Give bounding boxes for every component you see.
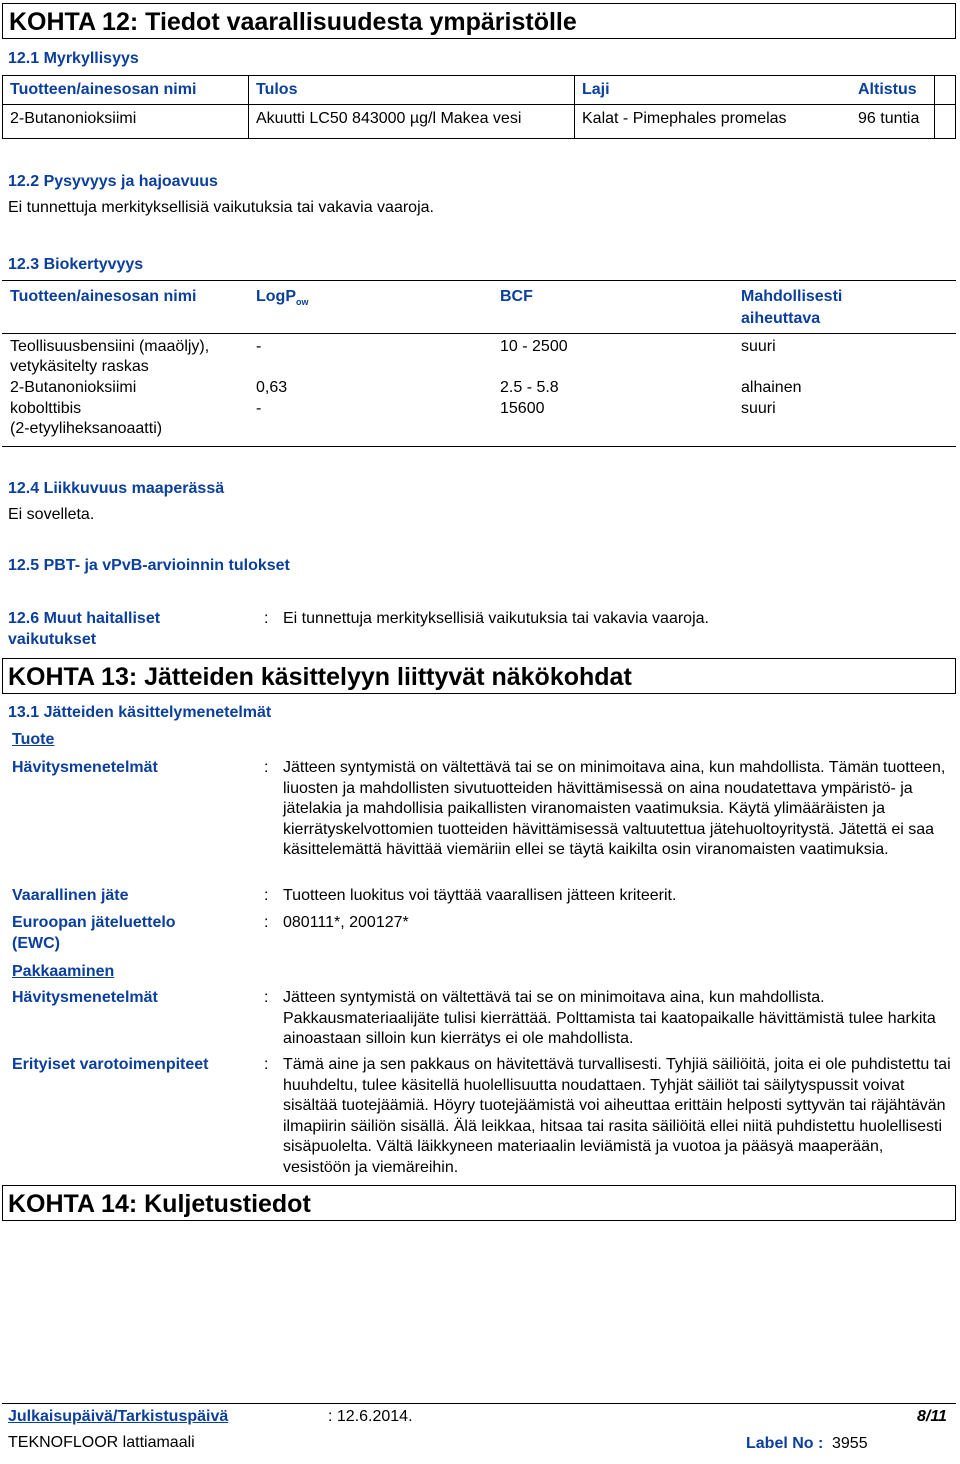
toxicity-cell-name: 2-Butanonioksiimi [10, 110, 137, 127]
packaging-label: Pakkaaminen [12, 963, 115, 980]
bio-table-top-border [2, 280, 956, 281]
bio-row-potential: alhainen [741, 379, 802, 396]
toxicity-header-name: Tuotteen/ainesosan nimi [10, 81, 197, 98]
bio-row-logp: 0,63 [256, 379, 288, 396]
packaging-disposal-label: Hävitysmenetelmät [12, 989, 158, 1006]
other-effects-text: Ei tunnettuja merkityksellisiä vaikutuksia tai vakavia vaaroja. [283, 610, 709, 627]
bio-row-potential: suuri [741, 400, 776, 417]
special-precautions-colon: : [264, 1056, 269, 1073]
bio-table-header-border [2, 333, 956, 334]
ewc-codes: 080111*, 200127* [283, 914, 409, 931]
toxicity-header-species: Laji [582, 81, 610, 98]
section-13-title: KOHTA 13: Jätteiden käsittelyyn liittyvät näkökohdat [8, 663, 632, 691]
persistence-text: Ei tunnettuja merkityksellisiä vaikutuksia tai vakavia vaaroja. [8, 199, 434, 216]
toxicity-table-col-divider [574, 75, 575, 139]
toxicity-table-top-border [2, 75, 956, 76]
bio-header-potential: aiheuttava [741, 310, 821, 327]
footer-date-label: Julkaisupäivä/Tarkistuspäivä [8, 1408, 229, 1425]
footer-page-number: 8/11 [917, 1408, 947, 1425]
packaging-disposal-colon: : [264, 989, 269, 1006]
bio-row-name: (2-etyyliheksanoaatti) [10, 420, 163, 437]
toxicity-table-right-border [955, 75, 956, 139]
disposal-text: Jätteen syntymistä on vältettävä tai se on minimoitava aina, kun mahdollista. Tämän tuotteen, liuosten ja mahdollisten sivutuotteiden hävittämisessä on aina noudatettava ympäristö- ja jätelakia ja mahdollisia paikallisten viranomaisten vaatimuksia. Käytä ylimääräisten ja kierrätyskelvottomien tuotteiden hävittämisessä valtuutettua jätehuoltoyritystä. Jätettä ei saa käsittelemättä hävittää viemäriin ellei se täytä kaikilta osin viranomaisten vaatimuksia. [283, 759, 946, 858]
toxicity-table-col-divider [248, 75, 249, 139]
toxicity-header-exposure: Altistus [858, 81, 917, 98]
other-effects-heading: 12.6 Muut haitalliset [8, 610, 161, 627]
hazardous-waste-label: Vaarallinen jäte [12, 887, 129, 904]
bio-header-name: Tuotteen/ainesosan nimi [10, 288, 197, 305]
bio-row-name: kobolttibis [10, 400, 82, 417]
pbt-heading: 12.5 PBT- ja vPvB-arvioinnin tulokset [8, 557, 290, 574]
section-14-title: KOHTA 14: Kuljetustiedot [8, 1190, 311, 1218]
disposal-colon: : [264, 759, 269, 776]
toxicity-table-left-border [2, 75, 3, 139]
bio-row-bcf: 15600 [500, 400, 545, 417]
bio-row-logp: - [256, 400, 262, 417]
section-12-title: KOHTA 12: Tiedot vaarallisuudesta ympäristölle [9, 8, 577, 36]
product-label: Tuote [12, 731, 55, 748]
bio-header-potential: Mahdollisesti [741, 288, 843, 305]
toxicity-header-result: Tulos [256, 81, 298, 98]
toxicity-heading: 12.1 Myrkyllisyys [8, 50, 139, 67]
special-precautions-text: Tämä aine ja sen pakkaus on hävitettävä turvallisesti. Tyhjiä säiliöitä, joita ei ole puhdistettu tai huuhdeltu, tulee käsitellä huolellisuutta noudattaen. Tyhjät säiliöt tai säilytyspussit voivat sisältää tuotejäämiä. Höyry tuotejäämistä voi aiheuttaa erittäin helposti syttyvän tai räjähtävän ilmapiirin säiliön sisällä. Älä leikkaa, hitsaa tai rasita säiliöitä ellei niitä puhdistettu huolellisesti sisäpuolelta. Vältä läikkyneen materiaalin leviämistä ja vuotoa ja pääsyä maaperään, vesistöön ja viemäreihin. [283, 1056, 951, 1176]
hazardous-waste-colon: : [264, 887, 269, 904]
footer-label-no-label: Label No : [746, 1435, 824, 1452]
toxicity-table-bottom-border [2, 138, 956, 139]
toxicity-cell-species: Kalat - Pimephales promelas [582, 110, 787, 127]
hazardous-waste-text: Tuotteen luokitus voi täyttää vaarallisen jätteen kriteerit. [283, 887, 677, 904]
packaging-disposal-text: Jätteen syntymistä on vältettävä tai se on minimoitava aina, kun mahdollista. Pakkausmateriaalijäte tulisi kierrättää. Polttamista tai kaatopaikalle hävittämistä tulee harkita ainoastaan silloin kun kierrätys ei ole mahdollista. [283, 989, 936, 1047]
other-effects-heading: vaikutukset [8, 631, 97, 648]
mobility-text: Ei sovelleta. [8, 506, 95, 523]
waste-methods-heading: 13.1 Jätteiden käsittelymenetelmät [8, 704, 272, 721]
footer-product-name: TEKNOFLOOR lattiamaali [8, 1434, 195, 1451]
special-precautions-label: Erityiset varotoimenpiteet [12, 1056, 209, 1073]
footer-divider [2, 1403, 956, 1404]
bioaccumulation-heading: 12.3 Biokertyvyys [8, 256, 144, 273]
bio-row-logp: - [256, 338, 262, 355]
toxicity-cell-result: Akuutti LC50 843000 µg/l Makea vesi [256, 110, 522, 127]
bio-header-logp: LogP$_{ow}$ [256, 288, 309, 308]
ewc-label: (EWC) [12, 935, 60, 952]
bio-row-name: Teollisuusbensiini (maaöljy), [10, 338, 210, 355]
ewc-colon: : [264, 914, 269, 931]
bio-table-bottom-border [2, 446, 956, 447]
footer-label-no-value: 3955 [832, 1435, 868, 1452]
toxicity-table-header-border [2, 104, 956, 105]
bio-row-name: vetykäsitelty raskas [10, 358, 149, 375]
footer-date-value: : 12.6.2014. [328, 1408, 413, 1425]
toxicity-cell-exposure: 96 tuntia [858, 110, 920, 127]
disposal-label: Hävitysmenetelmät [12, 759, 158, 776]
bio-row-potential: suuri [741, 338, 776, 355]
other-effects-colon: : [264, 610, 269, 627]
bio-row-bcf: 10 - 2500 [500, 338, 568, 355]
bio-row-bcf: 2.5 - 5.8 [500, 379, 559, 396]
bio-header-bcf: BCF [500, 288, 533, 305]
toxicity-table-col-divider [934, 75, 935, 139]
bio-row-name: 2-Butanonioksiimi [10, 379, 137, 396]
persistence-heading: 12.2 Pysyvyys ja hajoavuus [8, 173, 218, 190]
mobility-heading: 12.4 Liikkuvuus maaperässä [8, 480, 225, 497]
ewc-label: Euroopan jäteluettelo [12, 914, 176, 931]
